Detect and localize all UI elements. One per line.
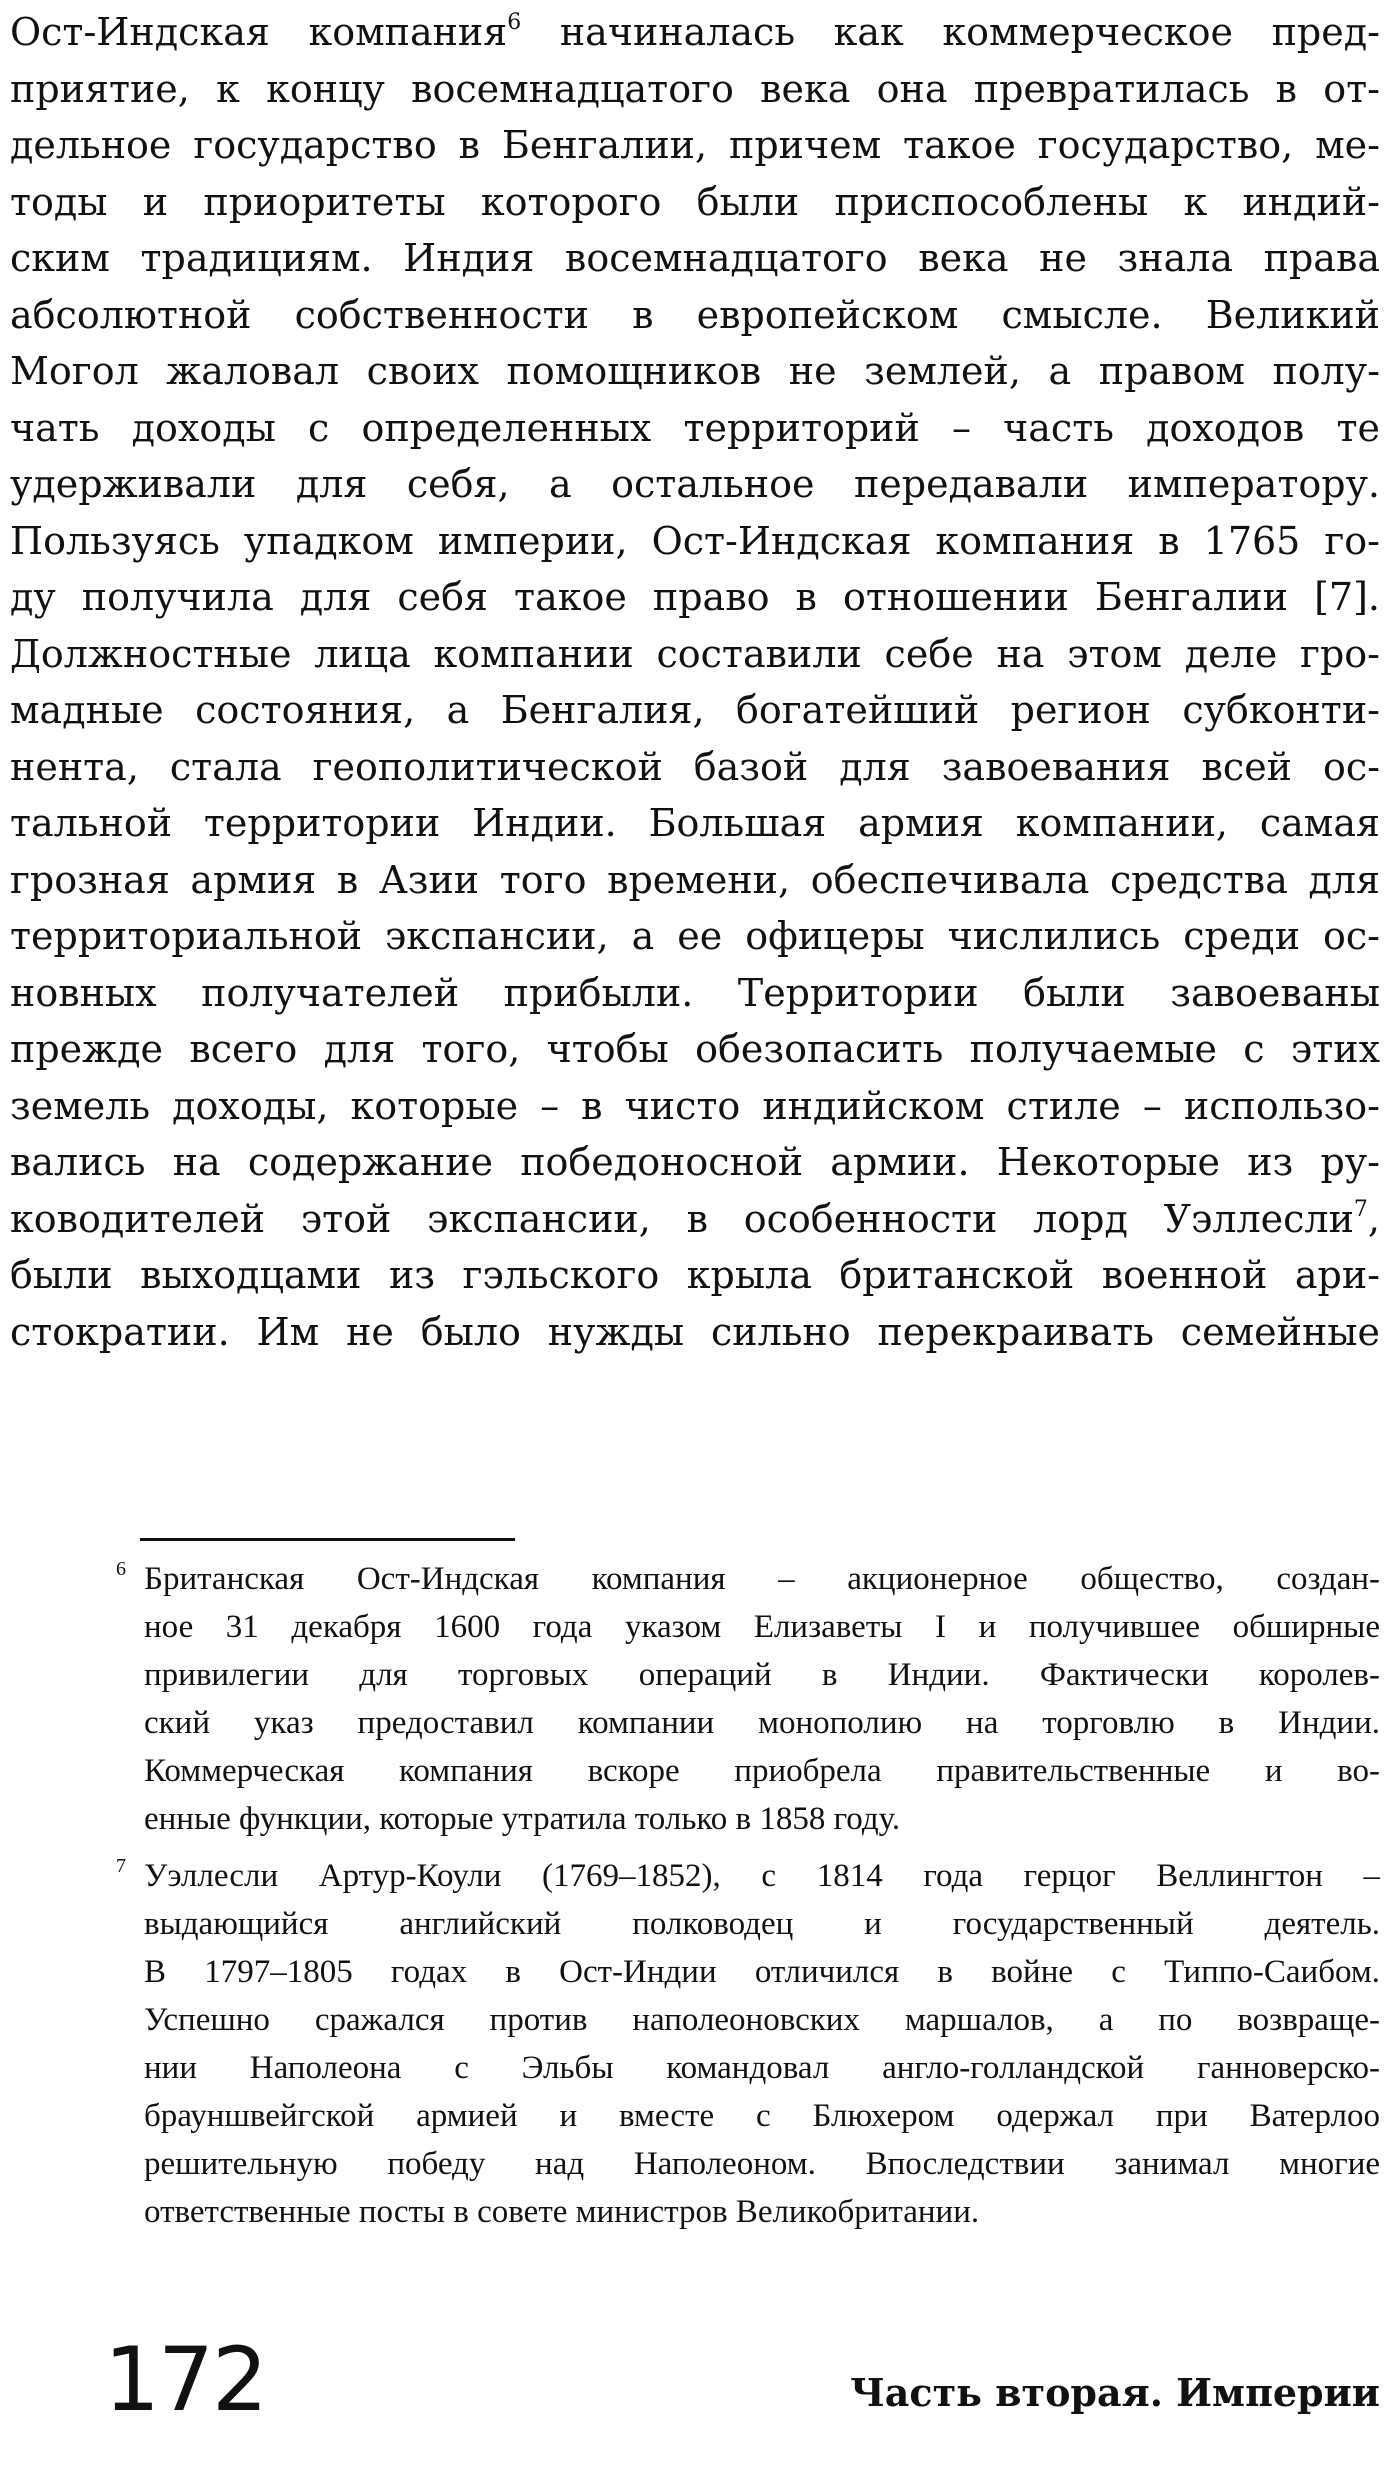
main-text-line xyxy=(10,4,1380,61)
main-text-line xyxy=(10,343,1380,400)
main-text-segment: ководителей этой экспансии, в особенности лорд Уэллесли xyxy=(10,1196,1354,1241)
footnote-line: Уэллесли Артур-Коули (1769–1852), с 1814 года герцог Веллингтон – xyxy=(144,1858,1380,1894)
main-text-segment: новных получателей прибыли. Территории были завоеваны xyxy=(10,970,1380,1015)
main-text-line xyxy=(10,852,1380,909)
main-text-line xyxy=(10,626,1380,683)
main-text-line xyxy=(10,1078,1380,1135)
main-text-line xyxy=(10,1304,1380,1361)
main-text-segment: мадные состояния, а Бенгалия, богатейший регион субконти- xyxy=(10,688,1380,732)
footnote-line: нии Наполеона с Эльбы командовал англо-голландской ганноверско- xyxy=(144,2050,1380,2086)
main-text-segment: нента, стала геополитической базой для завоевания всей ос- xyxy=(10,744,1380,789)
main-text-line xyxy=(10,513,1380,570)
footnote-body xyxy=(144,1555,1380,1843)
main-text-line xyxy=(10,1134,1380,1191)
main-text-segment: грозная армия в Азии того времени, обеспечивала средства для xyxy=(10,857,1380,902)
page-number: 172 xyxy=(104,2328,266,2431)
footnotes xyxy=(116,1555,1380,2245)
main-text-line xyxy=(10,908,1380,965)
main-text-segment: Ост-Индская компания xyxy=(10,10,508,54)
footnote-line: Коммерческая компания вскоре приобрела правительственные и во- xyxy=(144,1753,1380,1789)
main-text-segment: начиналась как коммерческое пред- xyxy=(521,10,1380,54)
footnote-divider xyxy=(140,1538,515,1541)
main-text-line xyxy=(10,965,1380,1022)
footnote-6 xyxy=(116,1555,1380,1843)
main-text-line xyxy=(10,1021,1380,1078)
main-text-segment: ским традициям. Индия восемнадцатого века не знала права xyxy=(10,236,1380,280)
footnote-mark: 7 xyxy=(116,1855,126,1877)
main-text-line xyxy=(10,569,1380,626)
main-text-segment: ду получила для себя такое право в отношении Бенгалии [7]. xyxy=(10,575,1380,619)
main-text-line xyxy=(10,1191,1380,1248)
footnote-line: енные функции, которые утратила только в 1858 году. xyxy=(144,1801,901,1837)
footnote-line: ответственные посты в совете министров Великобритании. xyxy=(144,2194,980,2230)
footnote-line: Британская Ост-Индская компания – акционерное общество, создан- xyxy=(144,1561,1380,1597)
main-text-segment: прежде всего для того, чтобы обезопасить получаемые с этих xyxy=(10,1027,1380,1071)
main-text-line xyxy=(10,795,1380,852)
footnote-line: привилегии для торговых операций в Индии. Фактически королев- xyxy=(144,1657,1380,1693)
footnote-line: Успешно сражался против наполеоновских маршалов, а по возвраще- xyxy=(144,2002,1380,2038)
footnote-line: выдающийся английский полководец и государственный деятель. xyxy=(144,1906,1380,1942)
main-text-line xyxy=(10,400,1380,457)
footnote-7 xyxy=(116,1852,1380,2236)
main-text-line xyxy=(10,739,1380,796)
main-text-segment: приятие, к концу восемнадцатого века она превратилась в от- xyxy=(10,66,1380,111)
main-text-line xyxy=(10,456,1380,513)
main-text-segment: тоды и приоритеты которого были приспособлены к индий- xyxy=(10,179,1380,224)
main-text-line xyxy=(10,117,1380,174)
main-text-segment: земель доходы, которые – в чисто индийском стиле – использо- xyxy=(10,1083,1380,1128)
main-text-segment: территориальной экспансии, а ее офицеры числились среди ос- xyxy=(10,914,1380,958)
main-text-segment: Должностные лица компании составили себе на этом деле гро- xyxy=(10,631,1380,676)
main-text-line xyxy=(10,1247,1380,1304)
main-text-segment: чать доходы с определенных территорий – часть доходов те xyxy=(10,405,1380,450)
footnote-reference[interactable]: 7 xyxy=(1353,1196,1368,1222)
running-footer-section-title: Часть вторая. Империи xyxy=(850,2370,1380,2415)
footnote-line: В 1797–1805 годах в Ост-Индии отличился в войне с Типпо-Саибом. xyxy=(144,1954,1380,1990)
main-text-line xyxy=(10,287,1380,344)
main-text xyxy=(10,4,1380,1360)
main-text-segment: абсолютной собственности в европейском смысле. Великий xyxy=(10,292,1380,337)
main-text-segment: дельное государство в Бенгалии, причем такое государство, ме- xyxy=(10,123,1380,167)
main-text-line xyxy=(10,61,1380,118)
main-text-segment: стократии. Им не было нужды сильно перекраивать семейные xyxy=(10,1309,1380,1354)
footnote-line: решительную победу над Наполеоном. Впоследствии занимал многие xyxy=(144,2146,1380,2182)
main-text-line xyxy=(10,682,1380,739)
main-text-segment: Пользуясь упадком империи, Ост-Индская компания в 1765 го- xyxy=(10,518,1380,563)
main-text-segment: Могол жаловал своих помощников не землей, а правом полу- xyxy=(10,349,1380,393)
main-text-segment: вались на содержание победоносной армии. Некоторые из ру- xyxy=(10,1140,1380,1184)
main-text-segment: тальной территории Индии. Большая армия компании, самая xyxy=(10,801,1380,845)
footnote-line: брауншвейгской армией и вместе с Блюхером одержал при Ватерлоо xyxy=(144,2098,1380,2134)
main-text-segment: были выходцами из гэльского крыла британской военной ари- xyxy=(10,1253,1380,1297)
footnote-mark: 6 xyxy=(116,1558,126,1580)
footnote-line: ное 31 декабря 1600 года указом Елизаветы I и получившее обширные xyxy=(144,1609,1380,1645)
main-text-line xyxy=(10,174,1380,231)
footnote-reference[interactable]: 6 xyxy=(507,10,522,35)
main-text-segment: , xyxy=(1367,1196,1380,1241)
footnote-body xyxy=(144,1852,1380,2236)
main-text-line xyxy=(10,230,1380,287)
main-text-segment: удерживали для себя, а остальное передавали императору. xyxy=(10,462,1380,506)
footnote-line: ский указ предоставил компании монополию на торговлю в Индии. xyxy=(144,1705,1380,1741)
